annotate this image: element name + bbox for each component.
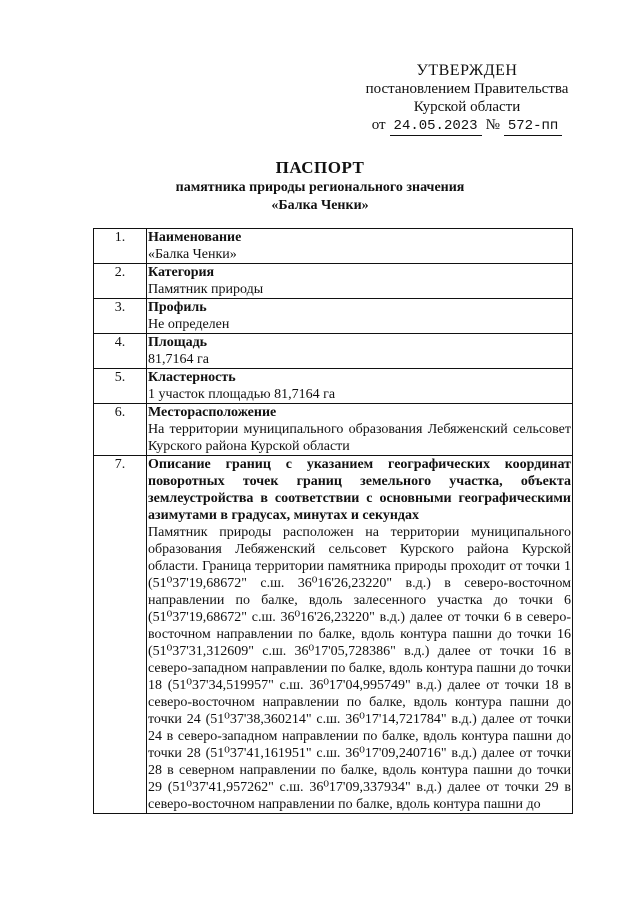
row-content bbox=[147, 229, 573, 264]
approval-date-row bbox=[352, 116, 582, 136]
table-row bbox=[94, 404, 573, 456]
approval-line-2: Курской области bbox=[413, 99, 521, 115]
row-value: 81,7164 га bbox=[148, 352, 209, 367]
document-subtitle-1: памятника природы регионального значения bbox=[175, 180, 465, 195]
table-row bbox=[94, 229, 573, 264]
row-label: Категория bbox=[148, 265, 215, 280]
approval-number: 572-пп bbox=[504, 117, 562, 136]
row-content bbox=[147, 369, 573, 404]
row-number: 5. bbox=[94, 369, 147, 404]
row-number: 6. bbox=[94, 404, 147, 456]
table-row bbox=[94, 369, 573, 404]
document-title: ПАСПОРТ bbox=[275, 158, 365, 177]
passport-table bbox=[93, 228, 573, 814]
row-label: Наименование bbox=[148, 230, 242, 245]
approval-block bbox=[352, 62, 582, 136]
row-value: «Балка Ченки» bbox=[148, 247, 237, 262]
row-number: 1. bbox=[94, 229, 147, 264]
table-row bbox=[94, 264, 573, 299]
row-number: 7. bbox=[94, 456, 147, 814]
row-content bbox=[147, 299, 573, 334]
row-content bbox=[147, 456, 573, 814]
document-heading bbox=[0, 157, 640, 215]
row-label: Площадь bbox=[148, 335, 208, 350]
number-label: № bbox=[485, 117, 500, 133]
row-content bbox=[147, 264, 573, 299]
approval-title: УТВЕРЖДЕН bbox=[416, 62, 518, 79]
approval-line-1: постановлением Правительства bbox=[365, 81, 569, 97]
row-value: 1 участок площадью 81,7164 га bbox=[148, 387, 336, 402]
row-content bbox=[147, 404, 573, 456]
approval-date: 24.05.2023 bbox=[390, 117, 482, 136]
row-label: Описание границ с указанием географических координат поворотных точек границ земельного участка, объекта землеустройства в соответствии с основными географическими азимутами в градусах, минутах и секундах bbox=[148, 457, 571, 523]
row-label: Месторасположение bbox=[148, 405, 277, 420]
row-number: 4. bbox=[94, 334, 147, 369]
row-content bbox=[147, 334, 573, 369]
row-value: Не определен bbox=[148, 317, 230, 332]
row-label: Профиль bbox=[148, 300, 207, 315]
table-row bbox=[94, 334, 573, 369]
row-number: 2. bbox=[94, 264, 147, 299]
from-label: от bbox=[371, 117, 386, 133]
table-row bbox=[94, 456, 573, 814]
row-number: 3. bbox=[94, 299, 147, 334]
row-value: Памятник природы bbox=[148, 282, 264, 297]
row-label: Кластерность bbox=[148, 370, 236, 385]
row-value: Памятник природы расположен на территории муниципального образования Лебяженский сельсовет Курского района Курской области. Граница территории памятника природы проходит от точки 1 (51⁰37'19,68672" с.ш. 36⁰16'26,23220" в.д.) в северо-восточном направлении по балке, вдоль залесенного участка до точки 6 (51⁰37'19,68672" с.ш. 36⁰16'26,23220" в.д.) далее от точки 6 в северо-восточном направлении по балке, вдоль контура пашни до точки 16 (51⁰37'31,312609" с.ш. 36⁰17'05,728386" в.д.) далее от точки 16 в северо-западном направлении по балке, вдоль контура пашни до точки 18 (51⁰37'34,519957" с.ш. 36⁰17'04,995749" в.д.) далее от точки 18 в северо-восточном направлении по балке, вдоль контура пашни до точки 24 (51⁰37'38,360214" с.ш. 36⁰17'14,721784" в.д.) далее от точки 24 в северо-западном направлении по балке, вдоль контура пашни до точки 28 (51⁰37'41,161951" с.ш. 36⁰17'09,240716" в.д.) далее от точки 28 в северном направлении по балке, вдоль контура пашни до точки 29 (51⁰37'41,957262" с.ш. 36⁰17'09,337934" в.д.) далее от точки 29 в северо-восточном направлении по балке, вдоль контура пашни до bbox=[148, 525, 571, 812]
document-subtitle-2: «Балка Ченки» bbox=[271, 198, 369, 213]
table-row bbox=[94, 299, 573, 334]
row-value: На территории муниципального образования Лебяженский сельсовет Курского района Курской области bbox=[148, 422, 571, 454]
